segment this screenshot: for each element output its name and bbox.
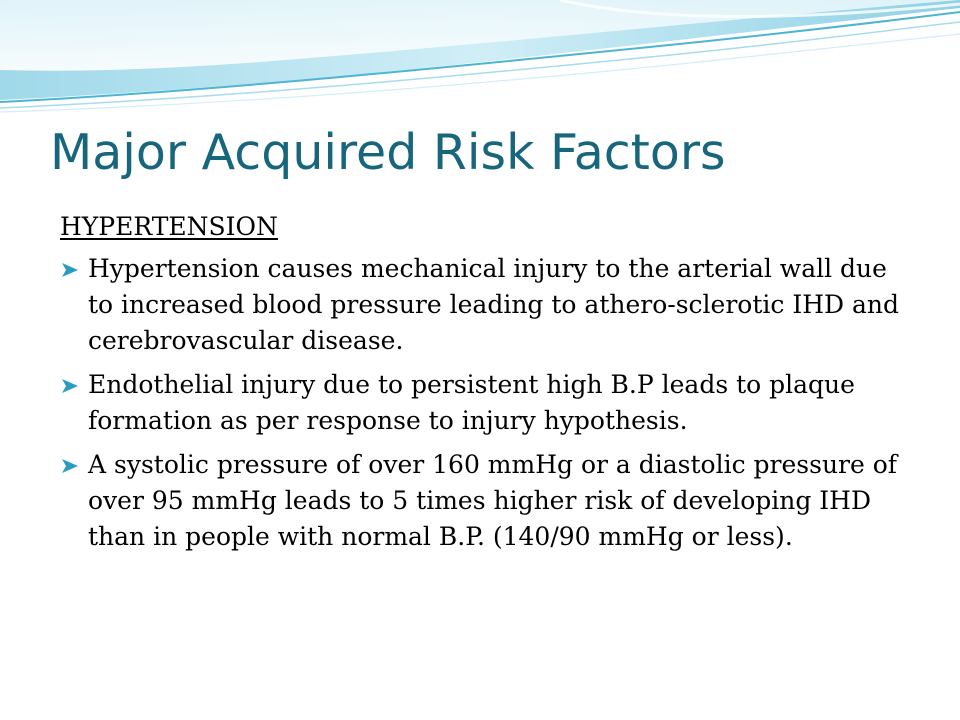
- arrowhead-bullet-icon: [60, 262, 80, 278]
- bullet-item: [60, 367, 910, 439]
- header-swoosh-decoration: [0, 0, 960, 115]
- bullet-text: A systolic pressure of over 160 mmHg or a diastolic pressure of over 95 mmHg leads to 5 times higher risk of developing IHD than in people with normal B.P. (140/90 mmHg or less).: [88, 450, 898, 551]
- bullet-list: [60, 251, 910, 555]
- bullet-item: [60, 447, 910, 555]
- bullet-item: [60, 251, 910, 359]
- arrowhead-bullet-icon: [60, 458, 80, 474]
- slide-content: [60, 205, 910, 563]
- arrowhead-bullet-icon: [60, 378, 80, 394]
- slide-title: Major Acquired Risk Factors: [50, 124, 726, 181]
- bullet-text: Endothelial injury due to persistent high B.P leads to plaque formation as per response to injury hypothesis.: [88, 370, 855, 435]
- section-heading: HYPERTENSION: [60, 212, 278, 241]
- bullet-text: Hypertension causes mechanical injury to the arterial wall due to increased blood pressure leading to athero-sclerotic IHD and cerebrovascular disease.: [88, 254, 899, 355]
